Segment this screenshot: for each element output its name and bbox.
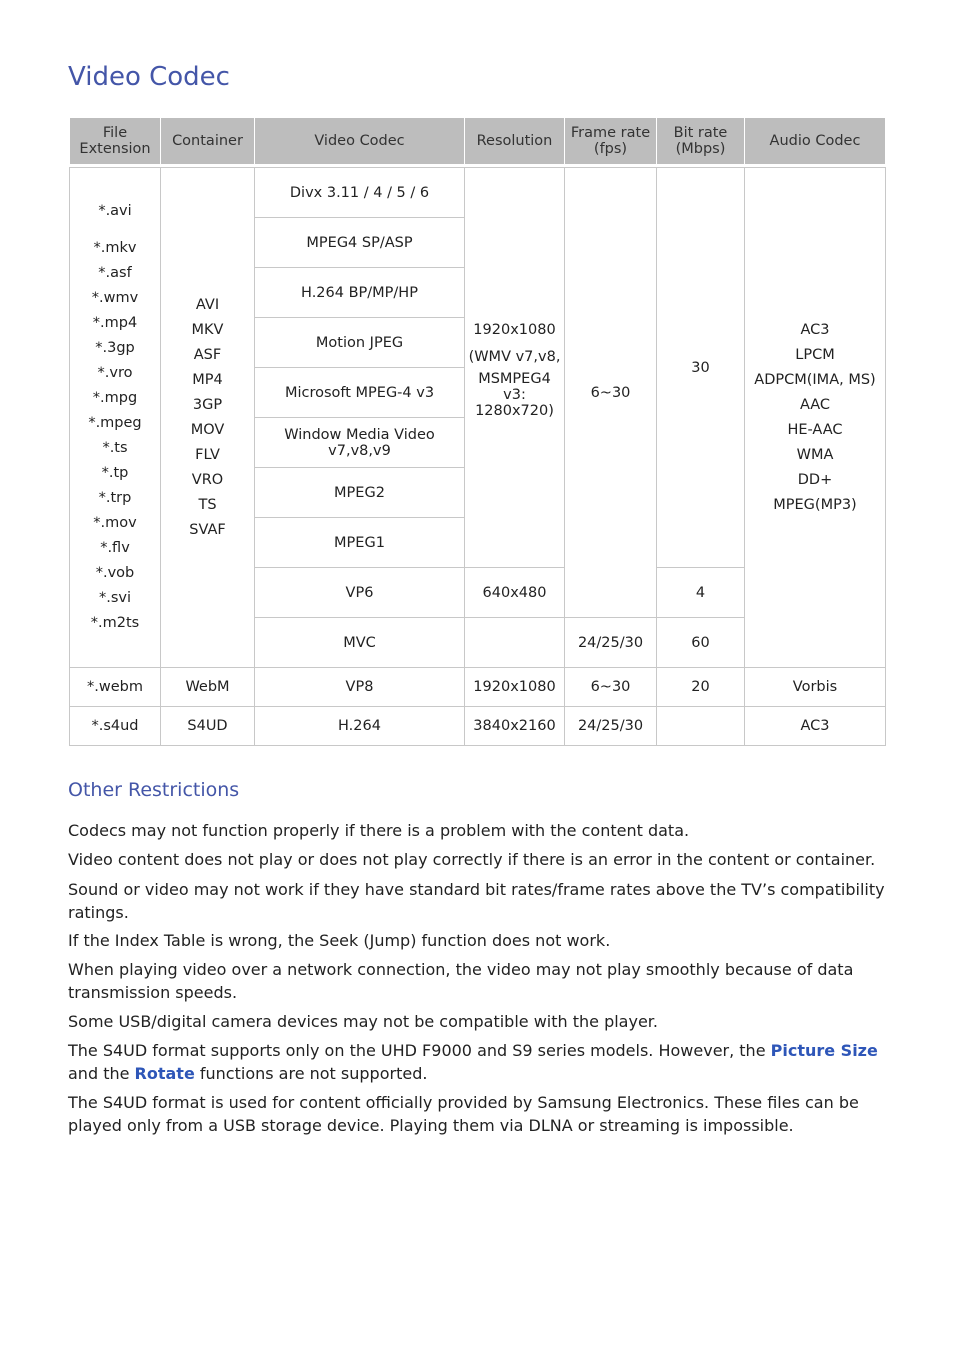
list-item: *.ts: [102, 440, 128, 456]
list-item: MSMPEG4: [478, 370, 551, 387]
list-item: 3GP: [192, 396, 223, 413]
header-row: [70, 118, 886, 165]
list-item: v3:: [503, 386, 526, 403]
list-item: MP4: [192, 371, 223, 388]
list-item: WMA: [796, 446, 834, 463]
restriction-paragraph: The S4UD format supports only on the UHD F9000 and S9 series models. However, the Picture Size and the Rotate functions are not supported.: [68, 1041, 878, 1083]
list-item: (WMV v7,v8,: [468, 348, 561, 365]
restriction-paragraph: Sound or video may not work if they have standard bit rates/frame rates above the TV’s compatibility ratings.: [68, 880, 885, 922]
frame-rate-cell: 24/25/30: [565, 618, 657, 668]
file-extension-cell: *.webm: [70, 668, 161, 707]
list-item: HE-AAC: [787, 421, 843, 438]
list-item: *.mkv: [93, 240, 137, 256]
list-item: MOV: [190, 421, 225, 438]
container-list: [161, 168, 255, 668]
list-item: *.flv: [100, 540, 130, 556]
audio-codec-list: [745, 168, 886, 668]
list-item: *.mp4: [92, 315, 138, 331]
frame-rate-cell: 24/25/30: [565, 707, 657, 746]
picture-size-link[interactable]: Picture Size: [770, 1041, 878, 1060]
list-item: VRO: [191, 471, 224, 488]
bit-rate-cell: 20: [657, 668, 745, 707]
audio-codec-cell: Vorbis: [745, 668, 886, 707]
list-item: FLV: [195, 446, 220, 463]
restriction-paragraph: When playing video over a network connection, the video may not play smoothly because of data transmission speeds.: [68, 960, 854, 1002]
video-codec-cell: MVC: [255, 618, 465, 668]
list-item: *.mpeg: [88, 415, 142, 431]
video-codec-cell: MPEG4 SP/ASP: [255, 218, 465, 268]
list-item: MKV: [191, 321, 224, 338]
restriction-paragraph: The S4UD format is used for content officially provided by Samsung Electronics. These files can be played only from a USB storage device. Playing them via DLNA or streaming is impossible.: [68, 1093, 859, 1135]
header-frame-rate: Frame rate (fps): [565, 118, 657, 165]
video-codec-cell: VP6: [255, 568, 465, 618]
list-item: *.mpg: [92, 390, 138, 406]
video-codec-cell: Window Media Video v7,v8,v9: [255, 418, 465, 468]
video-codec-cell: MPEG2: [255, 468, 465, 518]
header-bit-rate: Bit rate (Mbps): [657, 118, 745, 165]
list-item: TS: [198, 496, 217, 513]
header-video-codec: Video Codec: [255, 118, 465, 165]
restriction-paragraph: Video content does not play or does not play correctly if there is an error in the content or container.: [68, 850, 876, 869]
list-item: *.vob: [95, 565, 135, 581]
codec-table: [69, 117, 886, 746]
list-item: 1280x720): [475, 402, 554, 419]
list-item: *.trp: [98, 490, 132, 506]
frame-rate-cell: 6~30: [565, 668, 657, 707]
header-file-extension: File Extension: [70, 118, 161, 165]
page-title: Video Codec: [68, 62, 230, 92]
frame-rate-cell: 6~30: [565, 168, 657, 618]
header-audio-codec: Audio Codec: [745, 118, 886, 165]
resolution-cell: 640x480: [465, 568, 565, 618]
list-item: ADPCM(IMA, MS): [754, 371, 876, 388]
video-codec-cell: MPEG1: [255, 518, 465, 568]
video-codec-cell: Motion JPEG: [255, 318, 465, 368]
other-restrictions-heading: Other Restrictions: [68, 779, 240, 801]
list-item: *.mov: [93, 515, 137, 531]
resolution-cell: [465, 168, 565, 568]
video-codec-cell: H.264 BP/MP/HP: [255, 268, 465, 318]
list-item: *.m2ts: [90, 615, 140, 631]
video-codec-cell: VP8: [255, 668, 465, 707]
file-extension-cell: *.s4ud: [70, 707, 161, 746]
resolution-cell: [465, 618, 565, 668]
video-codec-cell: Microsoft MPEG-4 v3: [255, 368, 465, 418]
list-item: AAC: [799, 396, 831, 413]
list-item: *.asf: [98, 265, 132, 281]
rotate-link[interactable]: Rotate: [134, 1063, 195, 1083]
list-item: AVI: [195, 296, 220, 313]
list-item: ASF: [193, 346, 222, 363]
list-item: *.tp: [101, 465, 129, 481]
header-resolution: Resolution: [465, 118, 565, 165]
container-cell: S4UD: [161, 707, 255, 746]
video-codec-cell: Divx 3.11 / 4 / 5 / 6: [255, 168, 465, 218]
list-item: *.vro: [97, 365, 133, 381]
list-item: SVAF: [189, 521, 226, 538]
list-item: LPCM: [795, 346, 835, 363]
restriction-paragraph: Codecs may not function properly if there is a problem with the content data.: [68, 821, 690, 840]
bit-rate-cell: [657, 707, 745, 746]
bit-rate-cell: 30: [657, 168, 745, 568]
restriction-paragraph: Some USB/digital camera devices may not be compatible with the player.: [68, 1012, 658, 1031]
list-item: *.avi: [98, 203, 132, 219]
list-item: DD+: [797, 471, 833, 488]
list-item: *.wmv: [91, 290, 139, 306]
bit-rate-cell: 60: [657, 618, 745, 668]
table-row: [70, 668, 886, 707]
header-container: Container: [161, 118, 255, 165]
resolution-cell: 1920x1080: [465, 668, 565, 707]
list-item: *.svi: [98, 590, 132, 606]
list-item: MPEG(MP3): [773, 496, 857, 513]
list-item: AC3: [800, 321, 830, 338]
container-cell: WebM: [161, 668, 255, 707]
restriction-paragraph: If the Index Table is wrong, the Seek (Jump) function does not work.: [68, 931, 611, 950]
video-codec-cell: H.264: [255, 707, 465, 746]
list-item: 1920x1080: [473, 321, 556, 338]
audio-codec-cell: AC3: [745, 707, 886, 746]
bit-rate-cell: 4: [657, 568, 745, 618]
file-extension-list: [70, 168, 161, 668]
list-item: *.3gp: [95, 340, 135, 356]
table-row: [70, 707, 886, 746]
table-row: [70, 168, 886, 218]
resolution-cell: 3840x2160: [465, 707, 565, 746]
